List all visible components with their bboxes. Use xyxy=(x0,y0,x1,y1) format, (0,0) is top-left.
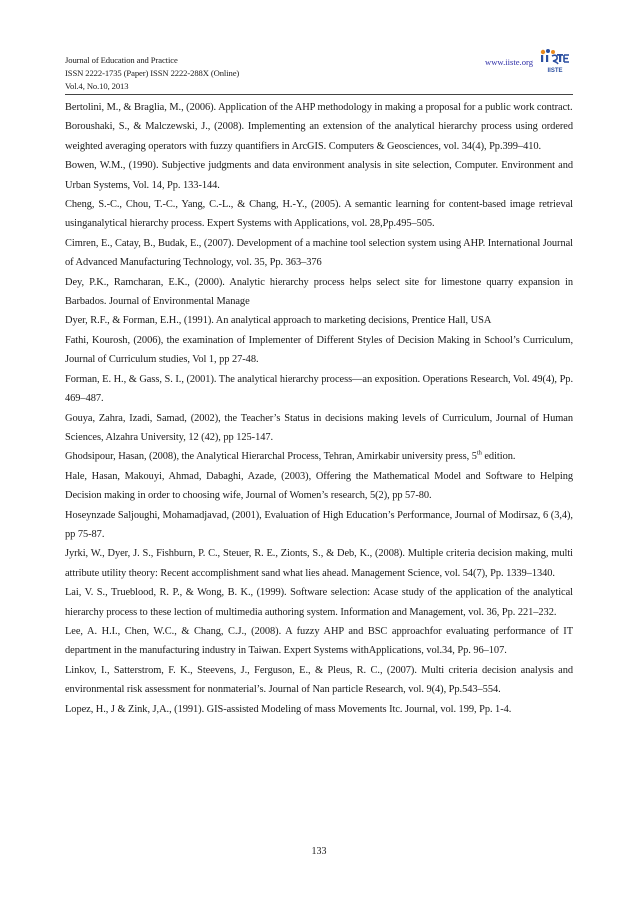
logo-text: IISTE xyxy=(547,68,563,74)
reference-entry: Bowen, W.M., (1990). Subjective judgments and data environment analysis in site selection, Computer. Environment and Urban Systems, Vol. 14, Pp. 133-144. xyxy=(65,160,573,191)
reference-entry: Boroushaki, S., & Malczewski, J., (2008). Implementing an extension of the analytical hierarchy process using ordered weighted averaging operators with fuzzy quantifiers in ArcGIS. Computers & Geosciences, vol. 34(4), Pp.399–410. xyxy=(65,121,573,152)
reference-entry: Ghodsipour, Hasan, (2008), the Analytical Hierarchal Process, Tehran, Amirkabir university press, 5th edition. xyxy=(65,449,516,463)
journal-url-link[interactable]: www.iiste.org xyxy=(485,57,533,67)
volume-line: Vol.4, No.10, 2013 xyxy=(65,81,129,91)
header-rule xyxy=(65,94,573,95)
reference-entry: Cheng, S.-C., Chou, T.-C., Yang, C.-L., & Chang, H.-Y., (2005). A semantic learning for content-based image retrieval usinganalytical hierarchy process. Expert Systems with Applications, vol. 28,Pp.495–505. xyxy=(65,199,573,230)
page-header xyxy=(65,54,573,92)
reference-entry: Lee, A. H.I., Chen, W.C., & Chang, C.J., (2008). A fuzzy AHP and BSC approachfor evaluating performance of IT department in the manufacturing industry in Taiwan. Expert Systems withApplications, vol.34, Pp. 96–107. xyxy=(65,625,573,657)
page-number: 133 xyxy=(311,846,327,857)
reference-entry: Bertolini, M., & Braglia, M., (2006). Application of the AHP methodology in making a proposal for a public work contract. xyxy=(65,102,573,113)
reference-entry: Gouya, Zahra, Izadi, Samad, (2002), the Teacher’s Status in decisions making levels of Curriculum, Journal of Human Sciences, Alzahra University, 12 (42), pp 125-147. xyxy=(65,412,573,443)
reference-entry: Dyer, R.F., & Forman, E.H., (1991). An analytical approach to marketing decisions, Prentice Hall, USA xyxy=(65,315,492,327)
reference-entry: Forman, E. H., & Gass, S. I., (2001). The analytical hierarchy process—an exposition. Operations Research, Vol. 49(4), Pp. 469–487. xyxy=(65,373,573,405)
reference-entry: Fathi, Kourosh, (2006), the examination of Implementer of Different Styles of Decision Making in School’s Curriculum, Journal of Curriculum studies, Vol 1, pp 27-48. xyxy=(65,334,573,366)
reference-list xyxy=(65,98,573,719)
iiste-logo xyxy=(537,46,573,76)
reference-entry: Hoseynzade Saljoughi, Mohamadjavad, (2001), Evaluation of High Education’s Performance, Journal of Modirsaz, 6 (3,4), pp 75-87. xyxy=(65,509,573,540)
reference-entry: Lopez, H., J & Zink, J,A., (1991). GIS-assisted Modeling of mass Movements Itc. Journal, vol. 199, Pp. 1-4. xyxy=(65,703,512,715)
journal-title: Journal of Education and Practice xyxy=(65,55,178,65)
reference-entry: Hale, Hasan, Makouyi, Ahmad, Dabaghi, Azade, (2003), Offering the Mathematical Model and Software to Helping Decision making in order to choosing wife, Journal of Women’s research, 5(2), pp 57-80. xyxy=(65,470,573,502)
issn-line: ISSN 2222-1735 (Paper) ISSN 2222-288X (Online) xyxy=(65,68,240,78)
reference-entry: Dey, P.K., Ramcharan, E.K., (2000). Analytic hierarchy process helps select site for limestone quarry expansion in Barbados. Journal of Environmental Manage xyxy=(65,276,573,308)
reference-entry: Jyrki, W., Dyer, J. S., Fishburn, P. C., Steuer, R. E., Zionts, S., & Deb, K., (2008). Multiple criteria decision making, multi attribute utility theory: Recent accomplishment sand what lies ahead. Management Science, vol. 54(7), Pp. 1339–1340. xyxy=(65,548,573,579)
reference-entry: Linkov, I., Satterstrom, F. K., Steevens, J., Ferguson, E., & Pleus, R. C., (2007). Multi criteria decision analysis and environmental risk assessment for nonmaterial’s. Journal of Nan particle Research, vol. 9(4), Pp.543–554. xyxy=(65,664,573,696)
reference-entry: Cimren, E., Catay, B., Budak, E., (2007). Development of a machine tool selection system using AHP. International Journal of Advanced Manufacturing Technology, vol. 35, Pp. 363–376 xyxy=(65,237,573,269)
reference-entry: Lai, V. S., Trueblood, R. P., & Wong, B. K., (1999). Software selection: Acase study of the application of the analytical hierarchy process to these lection of multimedia authoring system. Information and Management, vol. 36, Pp. 221–232. xyxy=(65,587,573,618)
